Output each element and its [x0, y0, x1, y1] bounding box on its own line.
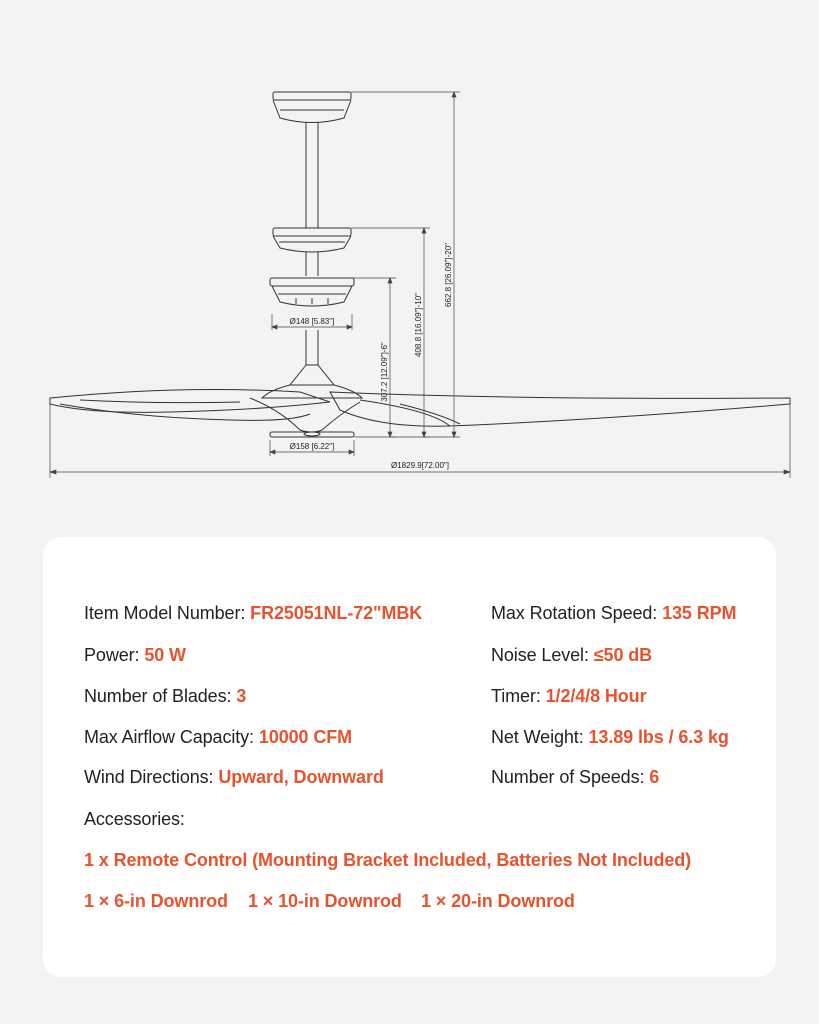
spec-wind-label: Wind Directions: [84, 767, 214, 787]
accessory-downrod-20: 1 × 20-in Downrod [421, 891, 575, 911]
spec-rotation-value: 135 RPM [662, 603, 737, 623]
top-plate-label: Ø148 [5.83"] [289, 317, 335, 326]
spec-model-label: Item Model Number: [84, 603, 246, 623]
spec-power-value: 50 W [144, 645, 186, 665]
height-mid-label: 408.8 [16.09"]-10" [414, 293, 423, 357]
spec-rotation [491, 603, 736, 624]
spec-blades [84, 686, 246, 707]
spec-airflow-value: 10000 CFM [258, 727, 353, 747]
spec-timer-value: 1/2/4/8 Hour [545, 686, 647, 706]
spec-speeds-label: Number of Speeds: [491, 767, 645, 787]
accessory-downrod-10: 1 × 10-in Downrod [248, 891, 402, 911]
height-short-label: 307.2 [12.09"]-6" [380, 342, 389, 402]
fan-blades [50, 390, 790, 432]
spec-noise [491, 645, 652, 666]
spec-power [84, 645, 186, 666]
spec-timer-label: Timer: [491, 686, 541, 706]
mid-canopy [273, 228, 351, 252]
spec-weight [491, 727, 729, 748]
accessories-title: Accessories: [84, 809, 185, 829]
spec-timer [491, 686, 646, 707]
downrod [306, 122, 318, 365]
spec-blades-value: 3 [236, 686, 247, 706]
bottom-cap [270, 432, 354, 437]
span-label: Ø1829.9[72.00"] [391, 461, 449, 470]
spec-model [84, 603, 422, 624]
height-long-label: 662.8 [26.09"]-20" [444, 243, 453, 307]
spec-airflow [84, 727, 352, 748]
spec-speeds-value: 6 [649, 767, 660, 787]
spec-rotation-label: Max Rotation Speed: [491, 603, 658, 623]
accessory-remote: 1 x Remote Control (Mounting Bracket Included, Batteries Not Included) [84, 850, 692, 870]
spec-wind [84, 767, 384, 788]
spec-weight-label: Net Weight: [491, 727, 584, 747]
spec-noise-label: Noise Level: [491, 645, 589, 665]
spec-noise-value: ≤50 dB [593, 645, 653, 665]
spec-blades-label: Number of Blades: [84, 686, 232, 706]
fan-dimension-drawing [0, 0, 819, 500]
ceiling-canopy [273, 92, 351, 123]
motor-canopy [270, 278, 354, 306]
accessory-downrod-6: 1 × 6-in Downrod [84, 891, 228, 911]
spec-speeds [491, 767, 659, 788]
bottom-plate-label: Ø158 [6.22"] [289, 442, 335, 451]
spec-wind-value: Upward, Downward [218, 767, 384, 787]
spec-power-label: Power: [84, 645, 140, 665]
spec-airflow-label: Max Airflow Capacity: [84, 727, 254, 747]
spec-weight-value: 13.89 lbs / 6.3 kg [588, 727, 729, 747]
spec-model-value: FR25051NL-72"MBK [250, 603, 423, 623]
